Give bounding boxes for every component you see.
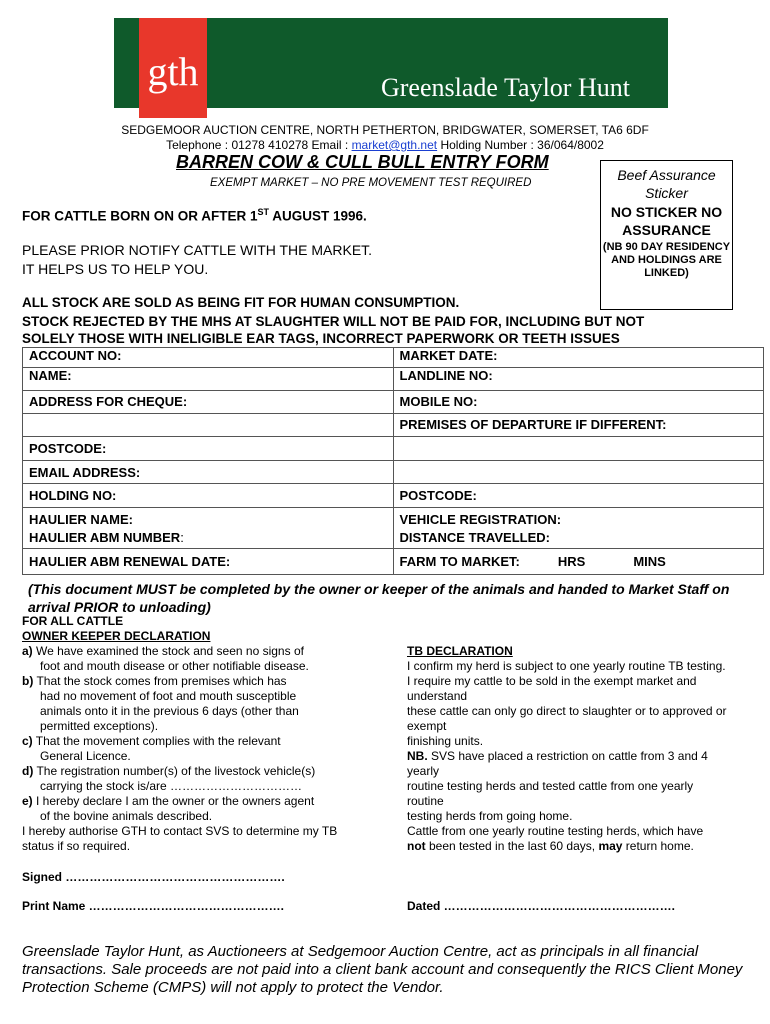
declaration-item-a	[22, 644, 372, 659]
vehicle-field[interactable]	[393, 508, 764, 549]
vehicle-registration-blank[interactable]: carrying the stock is/are ……………………………	[40, 779, 303, 793]
tb-line: understand	[407, 689, 468, 703]
account-no-label: ACCOUNT NO:	[29, 348, 122, 363]
farm-to-market-label: FARM TO MARKET:	[399, 554, 520, 569]
name-label: NAME:	[29, 368, 72, 383]
address-continued-field[interactable]	[23, 414, 394, 437]
item-text: We have examined the stock and seen no signs of	[32, 644, 304, 658]
mins-label: MINS	[633, 554, 666, 569]
contact-line	[0, 138, 770, 152]
address-line: SEDGEMOOR AUCTION CENTRE, NORTH PETHERTON, BRIDGWATER, SOMERSET, TA6 6DF	[121, 123, 649, 137]
premises-continued-field[interactable]	[393, 437, 764, 461]
company-name: Greenslade Taylor Hunt	[381, 73, 630, 102]
tb-declaration	[407, 644, 752, 854]
abm-renewal-label: HAULIER ABM RENEWAL DATE:	[29, 554, 231, 569]
sticker-note: (NB 90 DAY RESIDENCY AND HOLDINGS ARE LINKED)	[602, 241, 731, 279]
holding-number-text: Holding Number : 36/064/8002	[437, 138, 604, 152]
tb-declaration-heading: TB DECLARATION	[407, 644, 513, 658]
item-key: c)	[22, 734, 33, 748]
sticker-warning: NO STICKER NO ASSURANCE	[610, 204, 723, 238]
nb-key: NB.	[407, 749, 428, 763]
completion-instruction: (This document MUST be completed by the owner or keeper of the animals and handed to Market Staff on arrival PRIOR to unloading)	[28, 581, 730, 615]
address-field[interactable]	[23, 391, 394, 414]
distance-travelled-label: DISTANCE TRAVELLED:	[399, 530, 550, 545]
svs-authorisation-line-2: status if so required.	[22, 839, 131, 853]
item-text: I hereby declare I am the owner or the owners agent	[32, 794, 315, 808]
owner-declaration-heading: OWNER KEEPER DECLARATION	[22, 629, 211, 643]
email-label: EMAIL ADDRESS:	[29, 465, 141, 480]
notify-line-1: PLEASE PRIOR NOTIFY CATTLE WITH THE MARKET.	[22, 242, 373, 258]
beef-assurance-sticker-box	[600, 160, 733, 310]
born-text: FOR CATTLE BORN ON OR AFTER 1	[22, 208, 258, 224]
sticker-heading: Beef Assurance Sticker	[617, 167, 716, 201]
rejection-notice-line-2: SOLELY THOSE WITH INELIGIBLE EAR TAGS, INCORRECT PAPERWORK OR TEETH ISSUES	[22, 331, 620, 346]
email-link[interactable]: market@gth.net	[351, 138, 438, 152]
tb-text: been tested in the last 60 days,	[425, 839, 599, 853]
premises-field[interactable]	[393, 414, 764, 437]
rejection-notice-line-1: STOCK REJECTED BY THE MHS AT SLAUGHTER WILL NOT BE PAID FOR, INCLUDING BUT NOT	[22, 314, 645, 329]
tb-not: not	[407, 839, 426, 853]
holding-no-field[interactable]	[23, 484, 394, 508]
tb-line: these cattle can only go direct to slaughter or to approved or	[407, 704, 727, 718]
logo-text: gth	[147, 49, 199, 94]
postcode-label: POSTCODE:	[29, 441, 107, 456]
cattle-born-notice	[22, 207, 367, 224]
haulier-abm-label: HAULIER ABM NUMBER	[29, 530, 181, 545]
born-date-text: AUGUST 1996.	[269, 208, 367, 224]
premises-postcode-label: POSTCODE:	[399, 488, 477, 503]
haulier-name-label: HAULIER NAME:	[29, 512, 133, 527]
tb-text: return home.	[622, 839, 694, 853]
declaration-item-e-cont: of the bovine animals described.	[40, 809, 213, 823]
declaration-item-b-cont: animals onto it in the previous 6 days (other than	[40, 704, 299, 718]
item-key: b)	[22, 674, 34, 688]
postcode-field[interactable]	[23, 437, 394, 461]
svs-authorisation-line-1: I hereby authorise GTH to contact SVS to determine my TB	[22, 824, 338, 838]
fit-for-consumption-notice: ALL STOCK ARE SOLD AS BEING FIT FOR HUMAN CONSUMPTION.	[22, 295, 460, 310]
item-key: e)	[22, 794, 33, 808]
address-label: ADDRESS FOR CHEQUE:	[29, 394, 188, 409]
declaration-item-b-cont: permitted exceptions).	[40, 719, 159, 733]
premises-postcode-field[interactable]	[393, 484, 764, 508]
item-key: d)	[22, 764, 34, 778]
market-date-label: MARKET DATE:	[399, 348, 498, 363]
premises-extra-field[interactable]	[393, 461, 764, 484]
landline-field[interactable]	[393, 368, 764, 391]
declaration-item-a-cont: foot and mouth disease or other notifiable disease.	[40, 659, 309, 673]
tb-may: may	[598, 839, 623, 853]
haulier-field[interactable]	[23, 508, 394, 549]
nb-text: SVS have placed a restriction on cattle from 3 and 4	[427, 749, 708, 763]
item-key: a)	[22, 644, 33, 658]
declaration-item-b	[22, 674, 372, 689]
landline-label: LANDLINE NO:	[399, 368, 493, 383]
name-field[interactable]	[23, 368, 394, 391]
farm-to-market-field[interactable]	[393, 549, 764, 575]
tb-line: yearly	[407, 764, 440, 778]
tb-line: finishing units.	[407, 734, 484, 748]
notify-line-2: IT HELPS US TO HELP YOU.	[22, 261, 209, 277]
signed-field[interactable]: Signed ……………………………………………….	[22, 870, 285, 884]
cmps-disclaimer: Greenslade Taylor Hunt, as Auctioneers at Sedgemoor Auction Centre, act as principals in all financial transactions. Sale proceeds are not paid into a client bank account and consequently the RICS Client Money Protection Scheme (CMPS) will not apply to protect the Vendor.	[22, 943, 743, 996]
telephone-text: Telephone : 01278 410278 Email :	[166, 138, 352, 152]
account-no-field[interactable]	[23, 348, 394, 368]
item-text: That the stock comes from premises which has	[33, 674, 287, 688]
abm-renewal-field[interactable]	[23, 549, 394, 575]
entry-details-table	[22, 347, 764, 575]
market-date-field[interactable]	[393, 348, 764, 368]
premises-label: PREMISES OF DEPARTURE IF DIFFERENT:	[399, 417, 667, 432]
haulier-abm-colon: :	[180, 530, 184, 545]
mobile-field[interactable]	[393, 391, 764, 414]
tb-line: testing herds from going home.	[407, 809, 573, 823]
declaration-item-e	[22, 794, 372, 809]
form-title: BARREN COW & CULL BULL ENTRY FORM	[176, 152, 549, 172]
email-field[interactable]	[23, 461, 394, 484]
declaration-item-d	[22, 764, 372, 779]
holding-no-label: HOLDING NO:	[29, 488, 117, 503]
tb-line-last	[407, 839, 752, 854]
tb-line: exempt	[407, 719, 447, 733]
tb-nb-line	[407, 749, 752, 764]
tb-line: Cattle from one yearly routine testing herds, which have	[407, 824, 704, 838]
hrs-label: HRS	[557, 554, 586, 569]
owner-declaration-list	[22, 644, 372, 854]
tb-line: routine	[407, 794, 444, 808]
declaration-item-b-cont: had no movement of foot and mouth susceptible	[40, 689, 297, 703]
declaration-item-c	[22, 734, 372, 749]
item-text: That the movement complies with the relevant	[32, 734, 281, 748]
tb-line: I confirm my herd is subject to one yearly routine TB testing.	[407, 659, 726, 673]
print-name-field[interactable]: Print Name ………………………………………….	[22, 899, 285, 913]
for-all-cattle-heading: FOR ALL CATTLE	[22, 614, 124, 628]
mobile-label: MOBILE NO:	[399, 394, 478, 409]
tb-line: I require my cattle to be sold in the exempt market and	[407, 674, 697, 688]
dated-field[interactable]: Dated ………………………………………………….	[407, 899, 676, 913]
born-superscript: ST	[257, 207, 270, 217]
form-subtitle: EXEMPT MARKET – NO PRE MOVEMENT TEST REQUIRED	[210, 177, 532, 189]
item-text: The registration number(s) of the livestock vehicle(s)	[33, 764, 316, 778]
vehicle-registration-label: VEHICLE REGISTRATION:	[399, 512, 562, 527]
declaration-item-c-cont: General Licence.	[40, 749, 131, 763]
tb-line: routine testing herds and tested cattle from one yearly	[407, 779, 694, 793]
